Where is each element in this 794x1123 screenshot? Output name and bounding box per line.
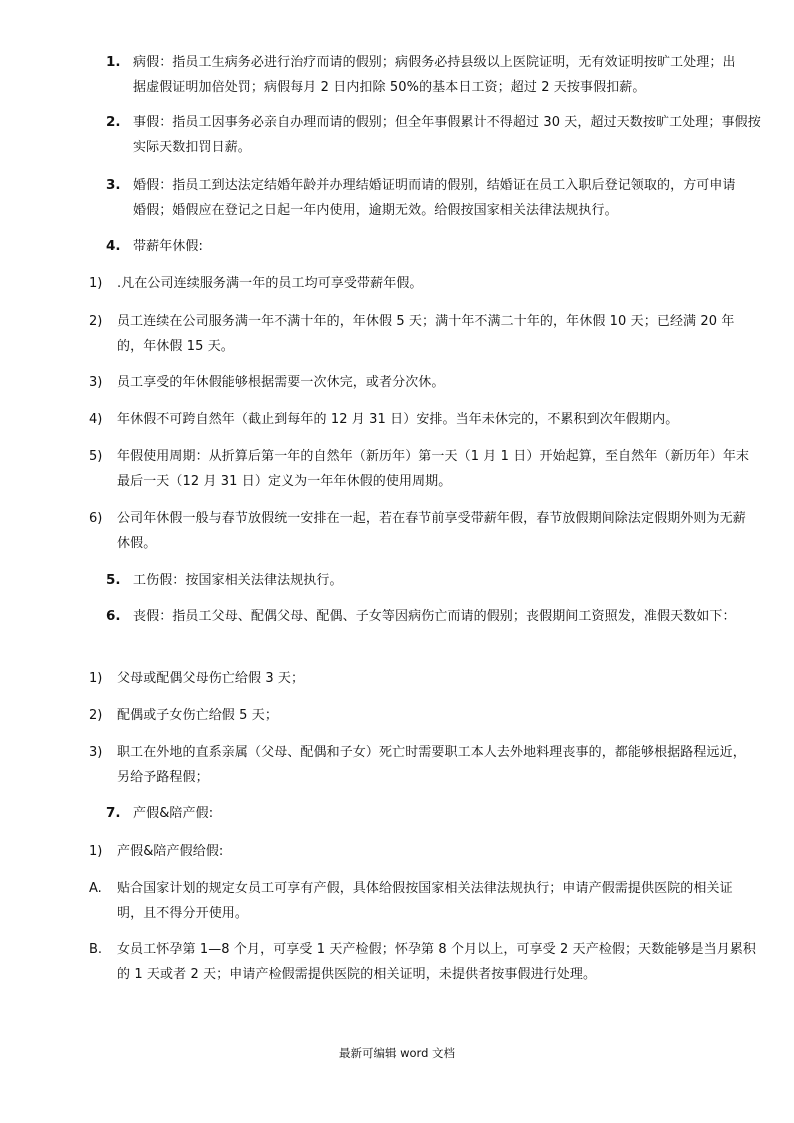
list-item-text: 公司年休假一般与春节放假统一安排在一起，若在春节前享受带薪年假，春节放假期间除法定假期外则为无薪休假。 [117, 511, 746, 551]
list-item-text: 年假使用周期：从折算后第一年的自然年（新历年）第一天（1 月 1 日）开始起算，至自然年（新历年）年末最后一天（12 月 31 日）定义为一年年休假的使用周期。 [117, 449, 750, 489]
list-item-text: 员工连续在公司服务满一年不满十年的，年休假 5 天；满十年不满二十年的，年休假 10 天；已经满 20 年的，年休假 15 天。 [117, 314, 735, 354]
list-number: 4. [106, 238, 121, 254]
list-number: A. [89, 881, 102, 896]
list-item-text: 病假：指员工生病务必进行治疗而请的假别；病假务必持县级以上医院证明，无有效证明按旷工处理；出据虚假证明加倍处罚；病假每月 2 日内扣除 50%的基本日工资；超过 2 天按事假扣薪。 [133, 55, 736, 95]
list-item-text: 职工在外地的直系亲属（父母、配偶和子女）死亡时需要职工本人去外地料理丧事的，都能够根据路程远近，另给予路程假； [117, 745, 746, 785]
list-item-text: 婚假：指员工到达法定结婚年龄并办理结婚证明而请的假别，结婚证在员工入职后登记领取的，方可申请婚假；婚假应在登记之日起一年内使用，逾期无效。给假按国家相关法律法规执行。 [133, 178, 736, 218]
list-item-text: 女员工怀孕第 1—8 个月，可享受 1 天产检假；怀孕第 8 个月以上，可享受 2 天产检假；天数能够是当月累积的 1 天或者 2 天；申请产检假需提供医院的相关证明，未提供者按事假进行处理。 [117, 942, 757, 982]
list-item-text: 父母或配偶父母伤亡给假 3 天； [117, 671, 305, 686]
list-number: 2) [89, 708, 103, 723]
page-footer: 最新可编辑 word 文档 [338, 1046, 456, 1060]
list-number: 3) [89, 375, 103, 390]
list-number: 6. [106, 608, 121, 624]
list-number: 3. [106, 177, 121, 193]
list-item-text: 配偶或子女伤亡给假 5 天； [117, 708, 278, 723]
list-item-text: 工伤假：按国家相关法律法规执行。 [133, 573, 343, 588]
list-number: 1) [89, 844, 103, 859]
list-number: 1. [106, 54, 121, 70]
list-number: 5) [89, 449, 103, 464]
list-item-text: .凡在公司连续服务满一年的员工均可享受带薪年假。 [117, 276, 423, 291]
list-number: 6) [89, 511, 103, 526]
list-number: 2) [89, 314, 103, 329]
list-item-text: 事假：指员工因事务必亲自办理而请的假别；但全年事假累计不得超过 30 天，超过天数按旷工处理；事假按实际天数扣罚日薪。 [133, 115, 761, 155]
list-number: 7. [106, 805, 121, 821]
list-item-text: 员工享受的年休假能够根据需要一次休完，或者分次休。 [117, 375, 445, 390]
list-item-text: 丧假：指员工父母、配偶父母、配偶、子女等因病伤亡而请的假别；丧假期间工资照发，准假天数如下： [133, 609, 736, 624]
list-number: 3) [89, 745, 103, 760]
list-item-text: 产假&陪产假: [133, 806, 214, 821]
list-number: 4) [89, 412, 103, 427]
list-number: 1) [89, 671, 103, 686]
list-number: 1) [89, 276, 103, 291]
list-number: 2. [106, 114, 121, 130]
list-number: B. [89, 942, 103, 957]
list-item-text: 产假&陪产假给假: [117, 844, 224, 859]
list-item-text: 贴合国家计划的规定女员工可享有产假，具体给假按国家相关法律法规执行；申请产假需提供医院的相关证明，且不得分开使用。 [117, 881, 733, 921]
list-item-text: 带薪年休假: [133, 239, 203, 254]
list-number: 5. [106, 572, 121, 588]
list-item-text: 年休假不可跨自然年（截止到每年的 12 月 31 日）安排。当年未休完的，不累积到次年假期内。 [117, 412, 679, 427]
